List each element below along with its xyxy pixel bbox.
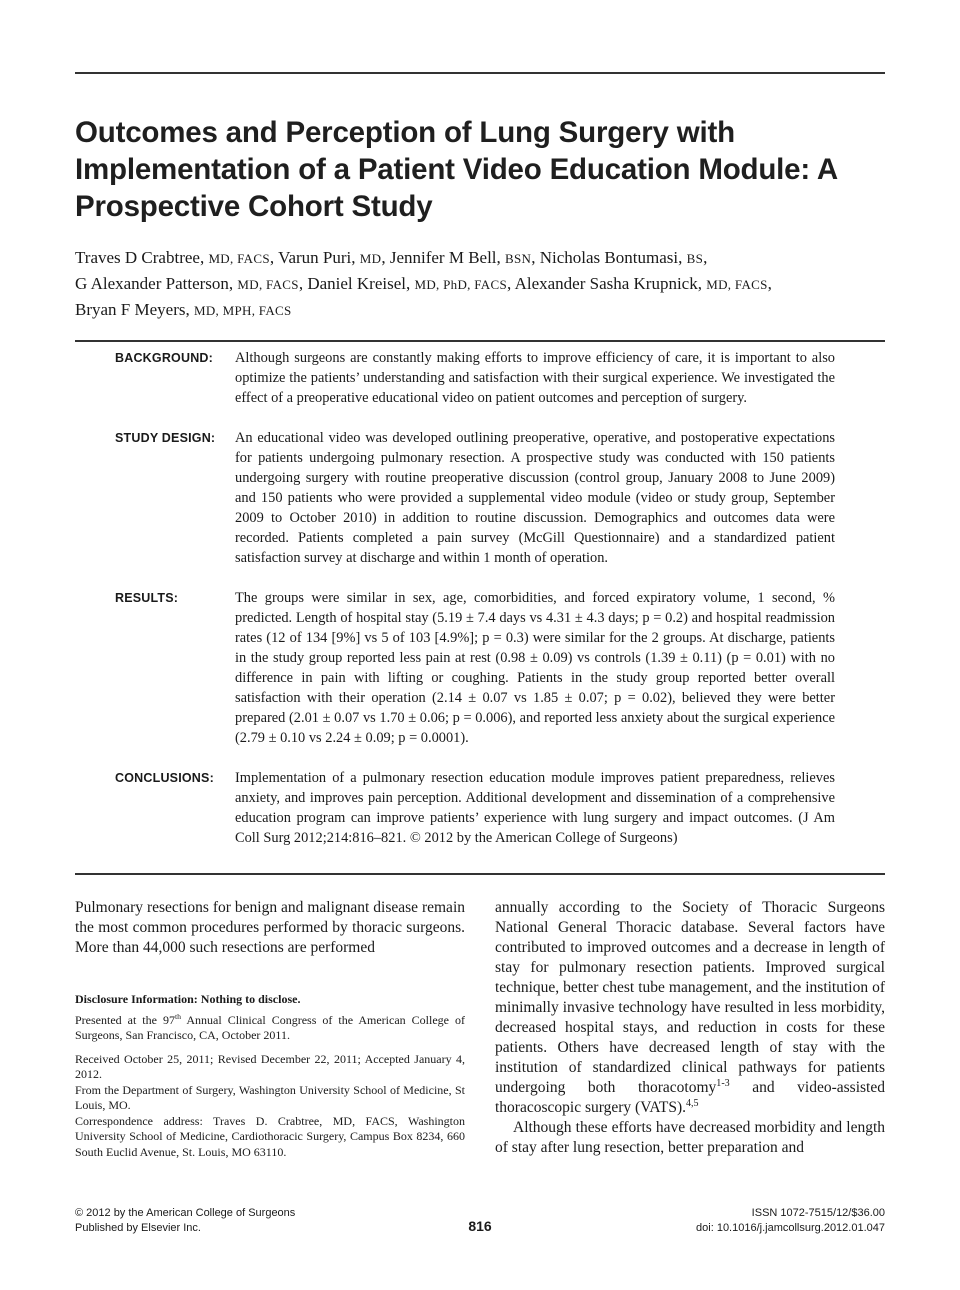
front-matter-notes: [75, 992, 465, 1160]
abstract-label: BACKGROUND:: [115, 351, 214, 365]
body-left-column: [75, 898, 465, 958]
affiliation-note: From the Department of Surgery, Washington University School of Medicine, St Louis, MO.: [75, 1082, 465, 1112]
abstract-label: STUDY DESIGN:: [115, 431, 216, 445]
body-paragraph: Although these efforts have decreased morbidity and length of stay after lung resection, better preparation and: [495, 1119, 885, 1156]
body-right-column: [495, 898, 885, 1158]
received-note: Received October 25, 2011; Revised December 22, 2011; Accepted January 4, 2012.: [75, 1051, 465, 1081]
publisher-line: Published by Elsevier Inc.: [75, 1222, 201, 1234]
abstract: [75, 340, 885, 875]
abstract-text: Implementation of a pulmonary resection education module improves patient preparedness, relieves anxiety, and improves pain perception. Additional development and dissemination of a comprehensive education program can improve patients’ experience with lung surgery and impact outcomes. (J Am Coll Surg 2012;214:816–821. © 2012 by the American College of Surgeons): [235, 770, 835, 846]
doi-link[interactable]: doi: 10.1016/j.jamcollsurg.2012.01.047: [696, 1222, 885, 1234]
abstract-text: Although surgeons are constantly making efforts to improve efficiency of care, it is important to also optimize the patients’ understanding and satisfaction with their surgical experience. We investigated the effect of a preoperative educational video on patient outcomes and perception of surgery.: [235, 350, 835, 406]
author-list: [75, 245, 885, 323]
reference-citation[interactable]: 4,5: [686, 1097, 699, 1109]
author: Jennifer M Bell, BSN,: [389, 248, 536, 267]
copyright-line: © 2012 by the American College of Surgeons: [75, 1207, 296, 1219]
disclosure-note: Disclosure Information: Nothing to disclose.: [75, 992, 301, 1006]
top-rule: [75, 72, 885, 74]
correspondence-note: Correspondence address: Traves D. Crabtree, MD, FACS, Washington University School of Medicine, Cardiothoracic Surgery, Campus Box 8234, 660 South Euclid Avenue, St. Louis, MO 63110.: [75, 1113, 465, 1159]
author: G Alexander Patterson, MD, FACS,: [75, 274, 304, 293]
body-paragraph: annually according to the Society of Thoracic Surgeons National General Thoracic database. Several factors have contributed to improved outcomes and a decrease in length of stay for pulmonary resection patients. Improved surgical technique, better chest tube management, and the institution of minimally invasive technology have resulted in less morbidity, decreased hospital stays, and reduction in costs for these patients. Others have decreased length of stay with the institution of standardized clinical pathways for patients undergoing both thoracotomy$^{1-3}$ and video-assisted thoracoscopic surgery (VATS).$^{4,5}$: [495, 899, 885, 1116]
issn-line: ISSN 1072-7515/12/$36.00: [751, 1207, 885, 1219]
presented-note: Presented at the 97th Annual Clinical Congress of the American College of Surgeons, San Francisco, CA, October 2011.: [75, 1011, 465, 1042]
author: Traves D Crabtree, MD, FACS,: [75, 248, 275, 267]
abstract-label: RESULTS:: [115, 591, 179, 605]
author: Bryan F Meyers, MD, MPH, FACS: [75, 300, 292, 319]
footer-right: [696, 1206, 885, 1236]
intro-paragraph: Pulmonary resections for benign and malignant disease remain the most common procedures performed by thoracic surgeons. More than 44,000 such resections are performed: [75, 899, 465, 956]
page-number: 816: [468, 1218, 492, 1234]
abstract-text: The groups were similar in sex, age, comorbidities, and forced expiratory volume, 1 second, % predicted. Length of hospital stay (5.19 ± 7.4 days vs 4.31 ± 4.3 days; p = 0.2) and hospital readmission rates (12 of 134 [9%] vs 5 of 103 [4.9%]; p = 0.3) were similar for the 2 groups. At discharge, patients in the study group reported less pain at rest (0.98 ± 0.09) vs controls (1.39 ± 0.11) (p = 0.01) with no difference in pain with lifting or coughing. Patients in the study group reported better overall satisfaction with their operation (2.14 ± 0.07 vs 1.85 ± 0.07; p = 0.02), believed they were better prepared (2.01 ± 0.07 vs 1.70 ± 0.06; p = 0.006), and reported less anxiety about the surgical experience (2.79 ± 0.10 vs 2.24 ± 0.09; p = 0.0001).: [235, 590, 835, 746]
author: Nicholas Bontumasi, BS,: [539, 248, 708, 267]
footer-left: [75, 1206, 295, 1236]
abstract-label: CONCLUSIONS:: [115, 771, 214, 785]
author: Daniel Kreisel, MD, PhD, FACS,: [307, 274, 512, 293]
reference-citation[interactable]: 1-3: [716, 1077, 730, 1089]
author: Varun Puri, MD,: [278, 248, 386, 267]
abstract-text: An educational video was developed outlining preoperative, operative, and postoperative expectations for patients undergoing pulmonary resection. A prospective study was conducted with 150 patients undergoing surgery with routine preoperative discussion (control group, January 2008 to June 2009) and 150 patients who were provided a supplemental video module (video or study group, September 2009 to October 2010) in addition to routine discussion. Demographics and outcomes data were recorded. Patients completed a pain survey (McGill Questionnaire) and a standardized patient satisfaction survey at discharge and within 1 month of operation.: [235, 430, 835, 566]
author: Alexander Sasha Krupnick, MD, FACS,: [514, 274, 772, 293]
article-title: Outcomes and Perception of Lung Surgery with Implementation of a Patient Video Education Module: A Prospective Cohort Study: [75, 116, 837, 223]
